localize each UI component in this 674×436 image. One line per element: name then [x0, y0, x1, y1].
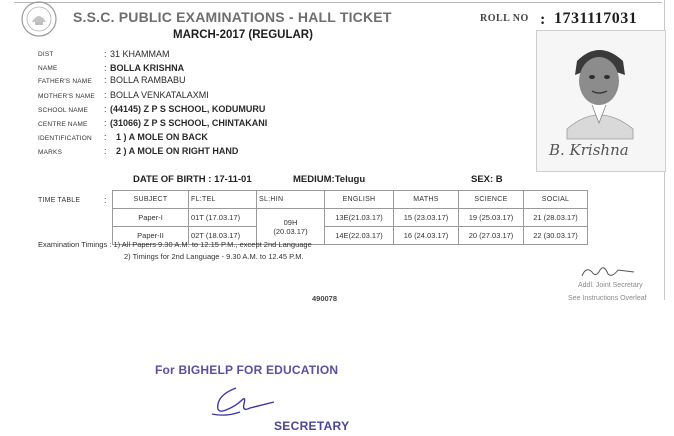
col-header-subject: SUBJECT	[113, 191, 189, 209]
officer-title: Addl. Joint Secretary	[578, 282, 643, 289]
board-seal-icon	[20, 0, 58, 38]
cell-first-language: 01T (17.03.17)	[189, 209, 257, 227]
field-colon: :	[104, 90, 107, 100]
cell-subject: Paper-I	[113, 209, 189, 227]
timetable-header-row	[113, 191, 588, 209]
cell-english: 13E(21.03.17)	[325, 209, 394, 227]
exam-timings-line-2: 2) Timings for 2nd Language - 9.30 A.M. to 12.45 P.M.	[124, 252, 304, 261]
field-label-name: NAME	[38, 65, 58, 72]
sex: SEX: B	[471, 174, 503, 185]
table-row	[113, 209, 588, 227]
field-value-school: (44145) Z P S SCHOOL, KODUMURU	[110, 104, 266, 114]
cell-maths: 16 (24.03.17)	[394, 227, 459, 245]
secretary-signature-icon	[206, 384, 278, 418]
candidate-photo	[536, 30, 666, 172]
timetable	[112, 190, 588, 245]
col-header-maths: MATHS	[394, 191, 459, 209]
field-value-father: BOLLA RAMBABU	[110, 75, 186, 85]
cell-english: 14E(22.03.17)	[325, 227, 394, 245]
field-colon: :	[104, 75, 107, 85]
second-language-date: (20.03.17)	[273, 226, 308, 236]
field-colon: :	[104, 104, 107, 114]
field-value-name: BOLLA KRISHNA	[110, 63, 185, 73]
cell-first-language: 02T (18.03.17)	[189, 227, 257, 245]
ticket-top-border	[14, 2, 662, 3]
exam-timings-line-1: Examination Timings : 1) All Papers 9.30 A.M. to 12.15 P.M., except 2nd Language	[38, 240, 312, 249]
col-header-science: SCIENCE	[459, 191, 524, 209]
field-label-father: FATHER'S NAME	[38, 78, 92, 85]
field-colon: :	[104, 63, 107, 73]
col-header-english: ENGLISH	[325, 191, 394, 209]
field-value-mother: BOLLA VENKATALAXMI	[110, 90, 209, 100]
stamp-designation: SECRETARY	[274, 419, 350, 433]
timetable-colon: :	[104, 195, 107, 205]
field-label-mother: MOTHER'S NAME	[38, 93, 95, 100]
field-value-identification-2: 2 ) A MOLE ON RIGHT HAND	[116, 146, 239, 156]
ticket-title: S.S.C. PUBLIC EXAMINATIONS - HALL TICKET	[73, 9, 392, 25]
stamp-organisation: For BIGHELP FOR EDUCATION	[155, 363, 339, 377]
second-language-code: 09H	[283, 217, 298, 227]
col-header-social: SOCIAL	[524, 191, 588, 209]
timetable-label: TIME TABLE	[38, 197, 81, 204]
field-label-marks: MARKS	[38, 149, 63, 156]
cell-social: 21 (28.03.17)	[524, 209, 588, 227]
field-colon: :	[104, 132, 107, 142]
officer-signature-icon	[578, 262, 638, 282]
cell-social: 22 (30.03.17)	[524, 227, 588, 245]
date-of-birth: DATE OF BIRTH : 17-11-01	[133, 174, 252, 185]
col-header-second-language: SL:HIN	[257, 191, 325, 209]
candidate-signature: B. Krishna	[549, 141, 629, 159]
exam-session: MARCH-2017 (REGULAR)	[173, 29, 313, 41]
serial-number: 490078	[312, 294, 338, 303]
instructions-note: See Instructions Overleaf	[568, 295, 647, 302]
field-value-dist: 31 KHAMMAM	[110, 49, 170, 59]
roll-number-label: ROLL NO	[480, 13, 529, 24]
medium: MEDIUM:Telugu	[293, 174, 366, 185]
col-header-first-language: FL:TEL	[189, 191, 257, 209]
cell-science: 20 (27.03.17)	[459, 227, 524, 245]
cell-subject: Paper-II	[113, 227, 189, 245]
roll-number-value: 1731117031	[554, 10, 638, 27]
field-colon: :	[104, 49, 107, 59]
field-value-identification-1: 1 ) A MOLE ON BACK	[116, 132, 208, 142]
field-colon: :	[104, 118, 107, 128]
cell-science: 19 (25.03.17)	[459, 209, 524, 227]
roll-number-colon: :	[540, 11, 546, 28]
cell-maths: 15 (23.03.17)	[394, 209, 459, 227]
field-value-centre: (31066) Z P S SCHOOL, CHINTAKANI	[110, 118, 268, 128]
field-colon: :	[104, 146, 107, 156]
field-label-identification: IDENTIFICATION	[38, 135, 92, 142]
field-label-centre: CENTRE NAME	[38, 121, 88, 128]
field-label-school: SCHOOL NAME	[38, 107, 88, 114]
field-label-dist: DIST	[38, 51, 54, 58]
